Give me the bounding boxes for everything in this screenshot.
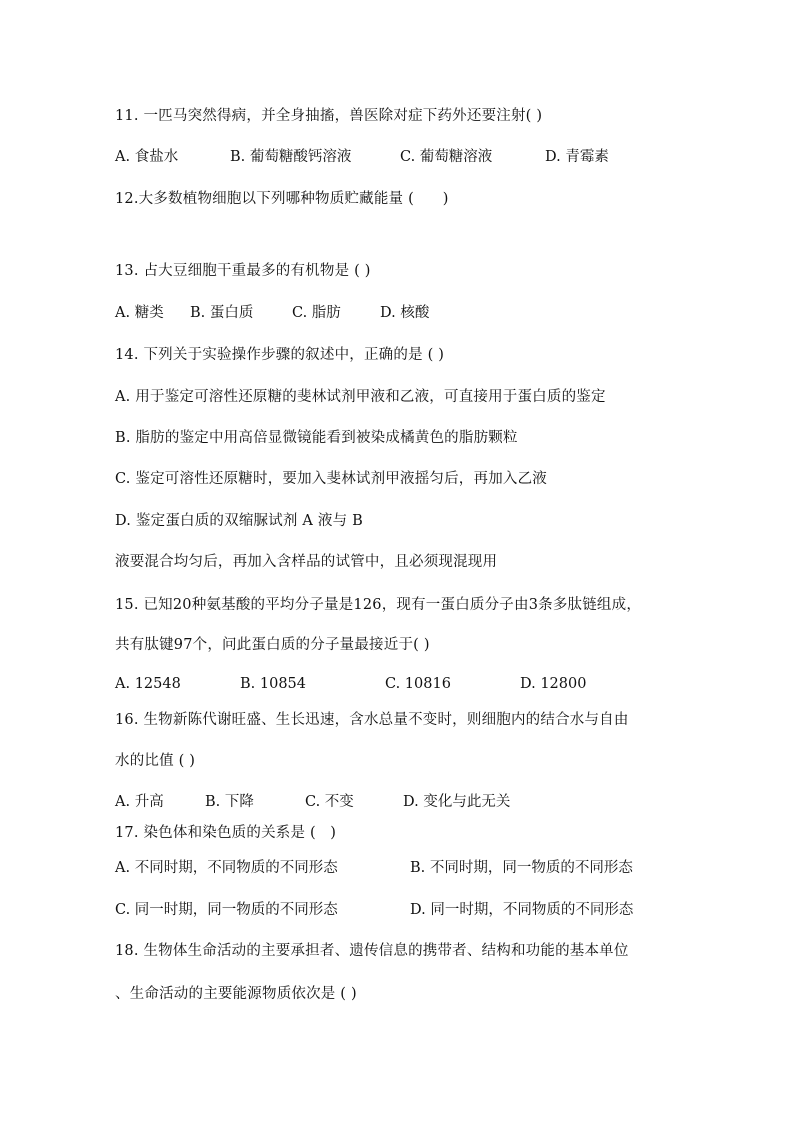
question-15-option-b: B. 10854 <box>240 676 307 692</box>
question-11-option-a: A. 食盐水 <box>115 149 179 165</box>
question-14-option-d: D. 鉴定蛋白质的双缩脲试剂 A 液与 B <box>115 513 363 529</box>
question-14-stem: 14. 下列关于实验操作步骤的叙述中，正确的是 ( ) <box>115 347 445 363</box>
question-12-stem: 12.大多数植物细胞以下列哪种物质贮藏能量 ( ) <box>115 191 449 207</box>
question-11-option-c: C. 葡萄糖溶液 <box>400 149 493 165</box>
question-17-option-b: B. 不同时期，同一物质的不同形态 <box>410 860 633 876</box>
question-15-stem: 15. 已知20种氨基酸的平均分子量是126，现有一蛋白质分子由3条多肽链组成， <box>115 597 642 613</box>
question-16-stem: 16. 生物新陈代谢旺盛、生长迅速，含水总量不变时，则细胞内的结合水与自由 <box>115 712 629 728</box>
question-13-option-d: D. 核酸 <box>380 305 430 321</box>
question-14-option-b: B. 脂肪的鉴定中用高倍显微镜能看到被染成橘黄色的脂肪颗粒 <box>115 430 518 446</box>
question-13-option-a: A. 糖类 <box>115 305 164 321</box>
question-16-option-c: C. 不变 <box>305 794 354 810</box>
question-11-option-d: D. 青霉素 <box>545 149 609 165</box>
question-13-option-b: B. 蛋白质 <box>190 305 254 321</box>
question-16-stem-continued: 水的比值 ( ) <box>115 753 196 769</box>
question-16-option-a: A. 升高 <box>115 794 164 810</box>
question-16-option-d: D. 变化与此无关 <box>403 794 511 810</box>
question-11-stem: 11. 一匹马突然得病，并全身抽搐，兽医除对症下药外还要注射( ) <box>115 108 543 124</box>
question-15-option-c: C. 10816 <box>385 676 451 692</box>
question-15-stem-continued: 共有肽键97个，问此蛋白质的分子量最接近于( ) <box>115 637 430 653</box>
question-17-option-a: A. 不同时期，不同物质的不同形态 <box>115 860 338 876</box>
question-14-option-d-continued: 液要混合均匀后，再加入含样品的试管中，且必须现混现用 <box>115 554 498 570</box>
question-14-option-c: C. 鉴定可溶性还原糖时，要加入斐林试剂甲液摇匀后，再加入乙液 <box>115 471 547 487</box>
question-11-option-b: B. 葡萄糖酸钙溶液 <box>230 149 352 165</box>
question-18-stem-continued: 、生命活动的主要能源物质依次是 ( ) <box>115 986 357 1002</box>
question-15-option-d: D. 12800 <box>520 676 587 692</box>
question-16-option-b: B. 下降 <box>205 794 254 810</box>
question-13-stem: 13. 占大豆细胞干重最多的有机物是 ( ) <box>115 263 371 279</box>
question-18-stem: 18. 生物体生命活动的主要承担者、遗传信息的携带者、结构和功能的基本单位 <box>115 943 629 959</box>
question-17-option-d: D. 同一时期，不同物质的不同形态 <box>410 902 634 918</box>
question-15-option-a: A. 12548 <box>115 676 181 692</box>
question-17-stem: 17. 染色体和染色质的关系是 ( ) <box>115 825 337 841</box>
question-13-option-c: C. 脂肪 <box>292 305 341 321</box>
question-14-option-a: A. 用于鉴定可溶性还原糖的斐林试剂甲液和乙液，可直接用于蛋白质的鉴定 <box>115 389 606 405</box>
question-17-option-c: C. 同一时期，同一物质的不同形态 <box>115 902 338 918</box>
